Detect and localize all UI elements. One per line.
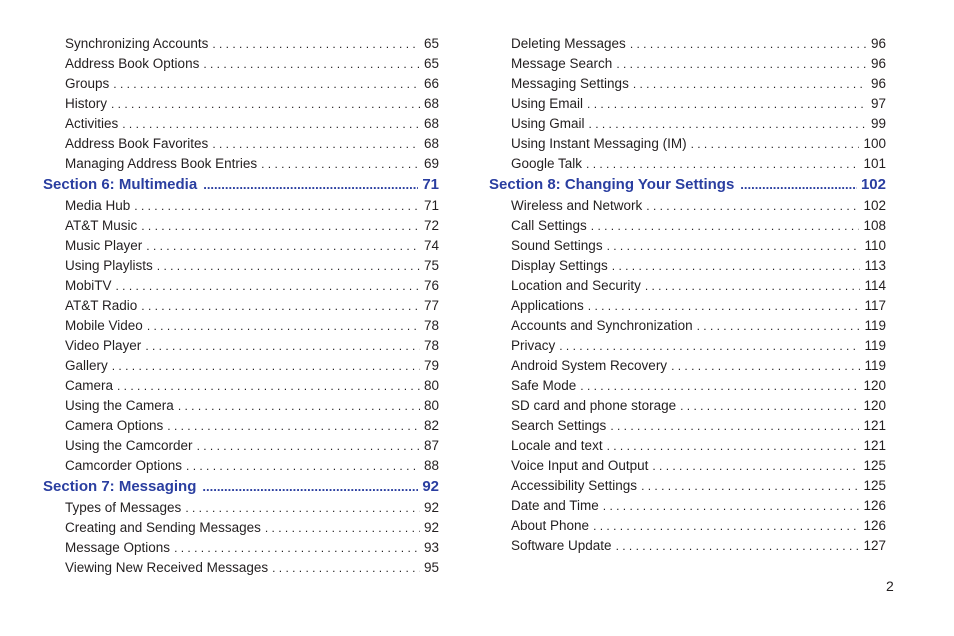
- dot-leader: [691, 134, 860, 154]
- entry-title: Accounts and Synchronization: [511, 318, 693, 333]
- entry-title: About Phone: [511, 518, 590, 533]
- page-ref: 120: [863, 398, 886, 413]
- toc-entry: [489, 456, 886, 476]
- entry-title: AT&T Radio: [65, 298, 138, 313]
- toc-entry: [43, 376, 439, 396]
- page-ref: 68: [423, 116, 439, 131]
- toc-entry: [43, 196, 439, 216]
- page-ref: 68: [423, 96, 439, 111]
- toc-entry: [43, 134, 439, 154]
- page-ref: 127: [863, 538, 886, 553]
- toc-entry: [43, 114, 439, 134]
- entry-title: SD card and phone storage: [511, 398, 677, 413]
- page-ref: 102: [863, 198, 886, 213]
- toc-entry: [489, 114, 886, 134]
- dot-leader: [147, 316, 420, 336]
- entry-title: Video Player: [65, 338, 142, 353]
- dot-leader: [178, 396, 420, 416]
- toc-entry: [43, 416, 439, 436]
- page-ref: 65: [423, 56, 439, 71]
- dot-leader: [167, 416, 420, 436]
- dot-leader: [122, 114, 420, 134]
- dot-leader: [603, 496, 860, 516]
- toc-entry: [489, 236, 886, 256]
- toc-entry: [43, 256, 439, 276]
- dot-leader: [186, 456, 420, 476]
- dot-leader: [680, 396, 859, 416]
- dot-leader: [610, 416, 859, 436]
- entry-title: Creating and Sending Messages: [65, 520, 261, 535]
- dot-leader: [111, 94, 420, 114]
- toc-entry: [43, 276, 439, 296]
- dot-leader: [607, 436, 860, 456]
- entry-title: AT&T Music: [65, 218, 138, 233]
- toc-left-column: [43, 34, 439, 578]
- toc-entry: [489, 376, 886, 396]
- page-ref: 76: [423, 278, 439, 293]
- entry-title: MobiTV: [65, 278, 112, 293]
- dot-leader: [141, 216, 420, 236]
- dot-leader: [134, 196, 420, 216]
- page-ref: 68: [423, 136, 439, 151]
- page-ref: 82: [423, 418, 439, 433]
- dot-leader: [185, 498, 420, 518]
- entry-title: Managing Address Book Entries: [65, 156, 258, 171]
- dot-leader: [117, 376, 420, 396]
- toc-entry: [489, 396, 886, 416]
- page-ref: 121: [863, 418, 886, 433]
- entry-title: Synchronizing Accounts: [65, 36, 209, 51]
- entry-title: Using Email: [511, 96, 584, 111]
- dot-leader: [616, 54, 867, 74]
- dot-leader: [645, 276, 861, 296]
- toc-section-heading: [489, 174, 886, 196]
- page-ref: 100: [863, 136, 886, 151]
- entry-title: Camcorder Options: [65, 458, 183, 473]
- toc-entry: [43, 538, 439, 558]
- dot-leader: [141, 296, 420, 316]
- page-ref: 96: [870, 56, 886, 71]
- page-ref: 119: [864, 338, 886, 353]
- toc-entry: [489, 276, 886, 296]
- page-ref: 113: [864, 258, 886, 273]
- entry-title: Mobile Video: [65, 318, 143, 333]
- toc-entry: [489, 436, 886, 456]
- page-ref: 126: [863, 498, 886, 513]
- entry-title: Voice Input and Output: [511, 458, 649, 473]
- entry-title: Viewing New Received Messages: [65, 560, 269, 575]
- entry-title: Location and Security: [511, 278, 641, 293]
- entry-title: Using the Camcorder: [65, 438, 193, 453]
- entry-title: Messaging Settings: [511, 76, 629, 91]
- entry-title: Types of Messages: [65, 500, 182, 515]
- page-number: 2: [886, 578, 894, 594]
- section-title: Section 6: Multimedia: [43, 176, 198, 193]
- toc-entry: [489, 536, 886, 556]
- toc-entry: [489, 196, 886, 216]
- page-ref: 93: [423, 540, 439, 555]
- page-ref: 80: [423, 398, 439, 413]
- entry-title: Software Update: [511, 538, 612, 553]
- page-ref: 92: [423, 520, 439, 535]
- page-ref: 114: [864, 278, 886, 293]
- toc-entry: [489, 34, 886, 54]
- page-ref: 71: [422, 176, 439, 193]
- page-ref: 95: [423, 560, 439, 575]
- page-ref: 78: [423, 338, 439, 353]
- page-ref: 108: [863, 218, 886, 233]
- toc-entry: [43, 456, 439, 476]
- page-ref: 92: [422, 478, 439, 495]
- page-ref: 87: [423, 438, 439, 453]
- entry-title: Privacy: [511, 338, 556, 353]
- toc-entry: [489, 416, 886, 436]
- entry-title: Locale and text: [511, 438, 603, 453]
- section-title: Section 8: Changing Your Settings: [489, 176, 735, 193]
- entry-title: Address Book Favorites: [65, 136, 209, 151]
- dot-leader: [157, 256, 420, 276]
- toc-entry: [489, 134, 886, 154]
- page-ref: 102: [860, 176, 886, 193]
- toc-section-heading: [43, 174, 439, 196]
- dot-leader: [591, 216, 860, 236]
- dot-leader: [202, 476, 418, 498]
- toc-entry: [489, 336, 886, 356]
- page-ref: 125: [863, 458, 886, 473]
- dot-leader: [671, 356, 860, 376]
- toc-entry: [43, 236, 439, 256]
- toc-entry: [489, 356, 886, 376]
- toc-entry: [43, 296, 439, 316]
- toc-entry: [43, 74, 439, 94]
- entry-title: Activities: [65, 116, 119, 131]
- toc-entry: [489, 94, 886, 114]
- page-ref: 99: [870, 116, 886, 131]
- entry-title: History: [65, 96, 108, 111]
- dot-leader: [697, 316, 861, 336]
- dot-leader: [197, 436, 420, 456]
- dot-leader: [203, 54, 420, 74]
- dot-leader: [174, 538, 420, 558]
- dot-leader: [112, 356, 420, 376]
- dot-leader: [612, 256, 861, 276]
- entry-title: Using Instant Messaging (IM): [511, 136, 687, 151]
- entry-title: Address Book Options: [65, 56, 200, 71]
- page-ref: 78: [423, 318, 439, 333]
- toc-entry: [489, 516, 886, 536]
- page-ref: 69: [423, 156, 439, 171]
- toc-entry: [43, 216, 439, 236]
- page-ref: 101: [863, 156, 886, 171]
- entry-title: Music Player: [65, 238, 143, 253]
- page-ref: 66: [423, 76, 439, 91]
- page-ref: 110: [864, 238, 886, 253]
- entry-title: Android System Recovery: [511, 358, 668, 373]
- toc-entry: [43, 356, 439, 376]
- toc-entry: [489, 216, 886, 236]
- toc-entry: [489, 74, 886, 94]
- section-title: Section 7: Messaging: [43, 478, 197, 495]
- dot-leader: [146, 236, 420, 256]
- page-ref: 88: [423, 458, 439, 473]
- dot-leader: [145, 336, 420, 356]
- dot-leader: [607, 236, 861, 256]
- toc-entry: [43, 94, 439, 114]
- page-ref: 71: [423, 198, 439, 213]
- dot-leader: [580, 376, 859, 396]
- page-ref: 96: [870, 76, 886, 91]
- page-ref: 80: [423, 378, 439, 393]
- page-ref: 126: [863, 518, 886, 533]
- page-ref: 77: [423, 298, 439, 313]
- page-ref: 65: [423, 36, 439, 51]
- entry-title: Gallery: [65, 358, 108, 373]
- entry-title: Deleting Messages: [511, 36, 626, 51]
- dot-leader: [652, 456, 859, 476]
- toc-section-heading: [43, 476, 439, 498]
- page-ref: 79: [423, 358, 439, 373]
- entry-title: Media Hub: [65, 198, 131, 213]
- toc-entry: [489, 476, 886, 496]
- dot-leader: [630, 34, 867, 54]
- page-ref: 119: [864, 318, 886, 333]
- entry-title: Display Settings: [511, 258, 608, 273]
- dot-leader: [646, 196, 859, 216]
- toc-entry: [43, 396, 439, 416]
- page-ref: 75: [423, 258, 439, 273]
- toc-entry: [43, 518, 439, 538]
- page-ref: 120: [863, 378, 886, 393]
- toc-entry: [43, 498, 439, 518]
- toc-entry: [489, 296, 886, 316]
- dot-leader: [641, 476, 859, 496]
- entry-title: Message Search: [511, 56, 613, 71]
- dot-leader: [587, 94, 867, 114]
- toc-entry: [43, 54, 439, 74]
- dot-leader: [586, 154, 859, 174]
- dot-leader: [272, 558, 420, 578]
- dot-leader: [212, 34, 420, 54]
- entry-title: Date and Time: [511, 498, 599, 513]
- entry-title: Message Options: [65, 540, 171, 555]
- toc-entry: [43, 34, 439, 54]
- toc-entry: [489, 154, 886, 174]
- page-ref: 74: [423, 238, 439, 253]
- dot-leader: [265, 518, 420, 538]
- dot-leader: [203, 174, 418, 196]
- page-ref: 92: [423, 500, 439, 515]
- entry-title: Call Settings: [511, 218, 587, 233]
- toc-right-column: [489, 34, 886, 556]
- page-ref: 97: [870, 96, 886, 111]
- toc-entry: [43, 336, 439, 356]
- dot-leader: [113, 74, 420, 94]
- dot-leader: [633, 74, 867, 94]
- toc-entry: [489, 316, 886, 336]
- page-ref: 117: [864, 298, 886, 313]
- entry-title: Using Gmail: [511, 116, 585, 131]
- entry-title: Sound Settings: [511, 238, 603, 253]
- toc-entry: [489, 496, 886, 516]
- dot-leader: [593, 516, 859, 536]
- dot-leader: [559, 336, 860, 356]
- dot-leader: [740, 174, 857, 196]
- toc-entry: [43, 436, 439, 456]
- toc-entry: [489, 54, 886, 74]
- dot-leader: [589, 114, 867, 134]
- entry-title: Camera Options: [65, 418, 164, 433]
- entry-title: Groups: [65, 76, 110, 91]
- entry-title: Accessibility Settings: [511, 478, 638, 493]
- toc-entry: [43, 154, 439, 174]
- entry-title: Using Playlists: [65, 258, 153, 273]
- entry-title: Camera: [65, 378, 114, 393]
- page-ref: 119: [864, 358, 886, 373]
- page-ref: 96: [870, 36, 886, 51]
- toc-entry: [43, 558, 439, 578]
- entry-title: Wireless and Network: [511, 198, 643, 213]
- page-ref: 121: [863, 438, 886, 453]
- dot-leader: [212, 134, 420, 154]
- entry-title: Using the Camera: [65, 398, 174, 413]
- dot-leader: [261, 154, 420, 174]
- entry-title: Safe Mode: [511, 378, 577, 393]
- dot-leader: [616, 536, 860, 556]
- dot-leader: [116, 276, 420, 296]
- entry-title: Applications: [511, 298, 584, 313]
- entry-title: Google Talk: [511, 156, 583, 171]
- dot-leader: [588, 296, 861, 316]
- page-ref: 125: [863, 478, 886, 493]
- entry-title: Search Settings: [511, 418, 607, 433]
- toc-entry: [43, 316, 439, 336]
- page-ref: 72: [423, 218, 439, 233]
- toc-entry: [489, 256, 886, 276]
